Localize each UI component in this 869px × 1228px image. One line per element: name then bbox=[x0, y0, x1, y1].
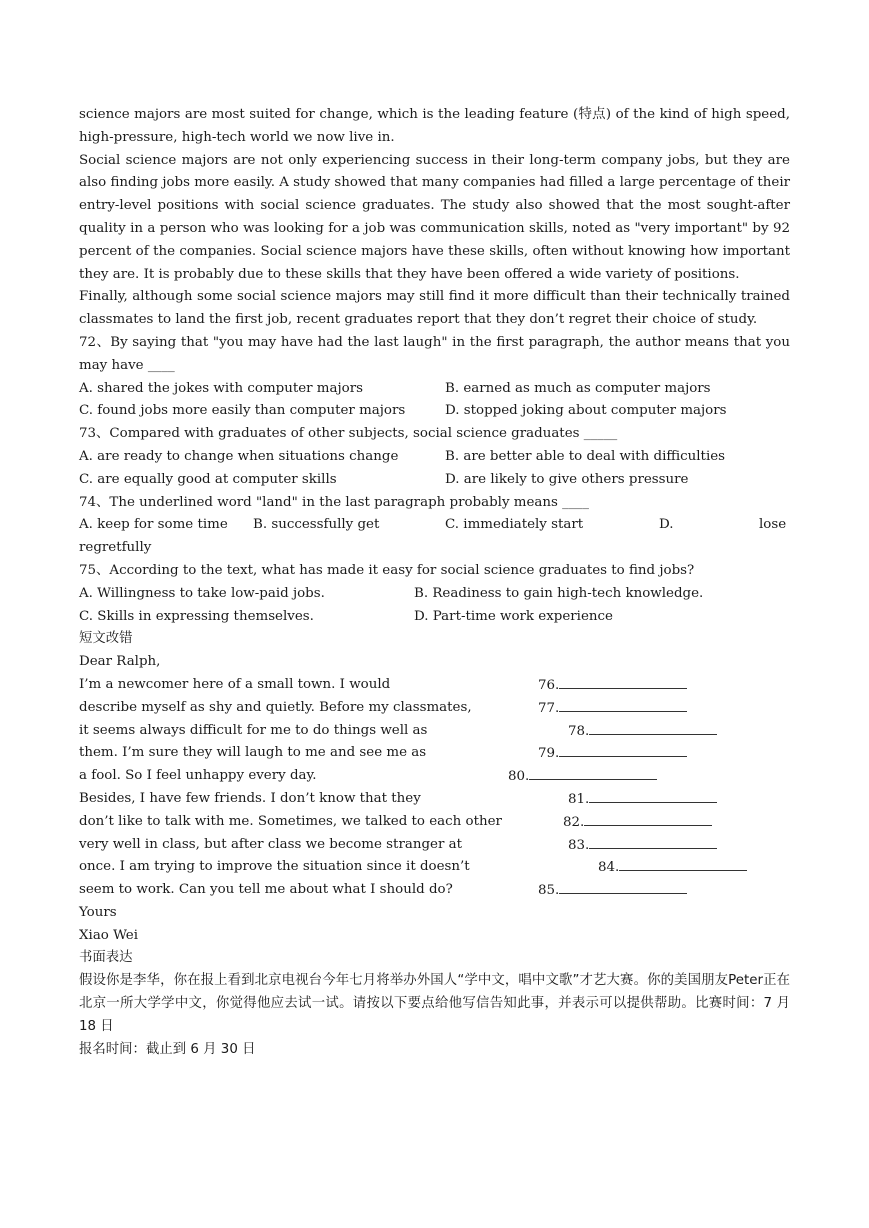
correction-line bbox=[79, 674, 790, 697]
correction-line bbox=[79, 765, 790, 788]
question-72-option-d: D. stopped joking about computer majors bbox=[445, 403, 727, 419]
question-74-option-d: D. bbox=[659, 517, 674, 533]
question-75-stem: 75、According to the text, what has made it easy for social science graduates to find jobs? bbox=[79, 562, 695, 578]
correction-line-text: very well in class, but after class we become stranger at bbox=[79, 836, 462, 852]
document-content bbox=[79, 104, 790, 1061]
answer-underline bbox=[559, 742, 687, 757]
answer-underline bbox=[589, 720, 717, 735]
correction-line-text: don’t like to talk with me. Sometimes, we talked to each other bbox=[79, 813, 502, 829]
correction-line bbox=[79, 811, 790, 834]
correction-line bbox=[79, 720, 790, 743]
correction-answer-blank[interactable] bbox=[568, 834, 717, 858]
question-72-options-row-2 bbox=[79, 400, 790, 423]
question-73-option-b: B. are better able to deal with difficulties bbox=[445, 448, 726, 464]
question-72-option-a: A. shared the jokes with computer majors bbox=[79, 380, 363, 396]
correction-answer-blank[interactable] bbox=[568, 788, 717, 812]
correction-line-number: 76. bbox=[538, 677, 560, 693]
correction-answer-blank[interactable] bbox=[538, 879, 687, 903]
correction-line-number: 85. bbox=[538, 883, 560, 899]
answer-underline bbox=[619, 856, 747, 871]
correction-line-text: Besides, I have few friends. I don’t know that they bbox=[79, 790, 421, 806]
question-72-option-c: C. found jobs more easily than computer majors bbox=[79, 403, 406, 419]
question-75-options-row-2 bbox=[79, 606, 790, 629]
correction-line-text: describe myself as shy and quietly. Before my classmates, bbox=[79, 699, 472, 715]
answer-underline bbox=[559, 879, 687, 894]
answer-underline bbox=[559, 674, 687, 689]
answer-underline bbox=[589, 788, 717, 803]
correction-line bbox=[79, 834, 790, 857]
question-74-option-d-continuation: regretfully bbox=[79, 540, 152, 556]
question-74-option-a: A. keep for some time bbox=[79, 517, 228, 533]
correction-answer-blank[interactable] bbox=[598, 856, 747, 880]
question-75-option-b: B. Readiness to gain high-tech knowledge. bbox=[414, 585, 704, 601]
question-73-option-c: C. are equally good at computer skills bbox=[79, 471, 337, 487]
question-75-options-row-1 bbox=[79, 583, 790, 606]
letter-greeting: Dear Ralph, bbox=[79, 654, 161, 670]
question-74-option-b: B. successfully get bbox=[253, 517, 380, 533]
correction-line bbox=[79, 697, 790, 720]
answer-underline bbox=[529, 765, 657, 780]
question-72-stem: 72、By saying that "you may have had the last laugh" in the first paragraph, the author means that you may have ____ bbox=[79, 334, 790, 373]
correction-line-number: 77. bbox=[538, 700, 560, 716]
question-75-option-d: D. Part-time work experience bbox=[414, 608, 613, 624]
writing-deadline: 报名时间：截止到 6 月 30 日 bbox=[79, 1041, 256, 1057]
correction-line-text: I’m a newcomer here of a small town. I would bbox=[79, 676, 391, 692]
correction-line-text: once. I am trying to improve the situation since it doesn’t bbox=[79, 859, 470, 875]
correction-answer-blank[interactable] bbox=[538, 742, 687, 766]
question-73-options-row-2 bbox=[79, 469, 790, 492]
correction-line-number: 81. bbox=[568, 791, 590, 807]
letter-signature: Xiao Wei bbox=[79, 927, 138, 943]
answer-underline bbox=[559, 697, 687, 712]
correction-line-text: it seems always difficult for me to do things well as bbox=[79, 722, 428, 738]
correction-line-number: 78. bbox=[568, 723, 590, 739]
correction-line-number: 79. bbox=[538, 746, 560, 762]
letter-closing: Yours bbox=[79, 904, 117, 920]
correction-answer-blank[interactable] bbox=[538, 674, 687, 698]
question-75-option-c: C. Skills in expressing themselves. bbox=[79, 608, 314, 624]
correction-answer-blank[interactable] bbox=[563, 811, 712, 835]
question-72-options-row-1 bbox=[79, 378, 790, 401]
question-73-option-d: D. are likely to give others pressure bbox=[445, 471, 689, 487]
correction-answer-blank[interactable] bbox=[538, 697, 687, 721]
question-74-option-c: C. immediately start bbox=[445, 517, 584, 533]
correction-line bbox=[79, 742, 790, 765]
writing-heading: 书面表达 bbox=[79, 950, 133, 966]
correction-line-text: a fool. So I feel unhappy every day. bbox=[79, 768, 317, 784]
correction-line-text: seem to work. Can you tell me about what I should do? bbox=[79, 882, 453, 898]
question-73-stem: 73、Compared with graduates of other subjects, social science graduates _____ bbox=[79, 426, 618, 442]
correction-line-number: 80. bbox=[508, 769, 530, 785]
passage-paragraph-1: science majors are most suited for change, which is the leading feature (特点) of the kind of high speed, high-pressure, high-tech world we now live in. bbox=[79, 107, 790, 145]
answer-underline bbox=[589, 834, 717, 849]
question-73-option-a: A. are ready to change when situations change bbox=[79, 448, 399, 464]
question-74-option-d-word: lose bbox=[759, 517, 787, 533]
question-74-stem: 74、The underlined word "land" in the last paragraph probably means ____ bbox=[79, 494, 589, 510]
correction-line-number: 83. bbox=[568, 837, 590, 853]
passage-paragraph-2: Social science majors are not only experiencing success in their long-term company jobs, but they are also finding jobs more easily. A study showed that many companies had filled a large percentage of their entry-level positions with social science graduates. The study also showed that the most sought-after quality in a person who was looking for a job was communication skills, noted as "very important" by 92 percent of the companies. Social science majors have these skills, often without knowing how important they are. It is probably due to these skills that they have been offered a wide variety of positions. bbox=[79, 152, 791, 282]
correction-line bbox=[79, 879, 790, 902]
correction-heading: 短文改错 bbox=[79, 631, 133, 647]
correction-line-text: them. I’m sure they will laugh to me and see me as bbox=[79, 745, 427, 761]
correction-answer-blank[interactable] bbox=[508, 765, 657, 789]
correction-line bbox=[79, 856, 790, 879]
question-75-option-a: A. Willingness to take low-paid jobs. bbox=[79, 585, 325, 601]
writing-prompt: 假设你是李华，你在报上看到北京电视台今年七月将举办外国人“学中文，唱中文歌”才艺大赛。你的美国朋友Peter正在北京一所大学学中文，你觉得他应去试一试。请按以下要点给他写信告知此事，并表示可以提供帮助。比赛时间：7 月 18 日 bbox=[79, 973, 790, 1034]
passage-paragraph-3: Finally, although some social science majors may still find it more difficult than their technically trained classmates to land the first job, recent graduates report that they don’t regret their choice of study. bbox=[79, 289, 790, 328]
question-73-options-row-1 bbox=[79, 446, 790, 469]
question-74-options-row bbox=[79, 514, 790, 537]
answer-underline bbox=[584, 811, 712, 826]
correction-line-number: 82. bbox=[563, 814, 585, 830]
correction-line-number: 84. bbox=[598, 860, 620, 876]
question-72-option-b: B. earned as much as computer majors bbox=[445, 380, 711, 396]
correction-answer-blank[interactable] bbox=[568, 720, 717, 744]
correction-line bbox=[79, 788, 790, 811]
